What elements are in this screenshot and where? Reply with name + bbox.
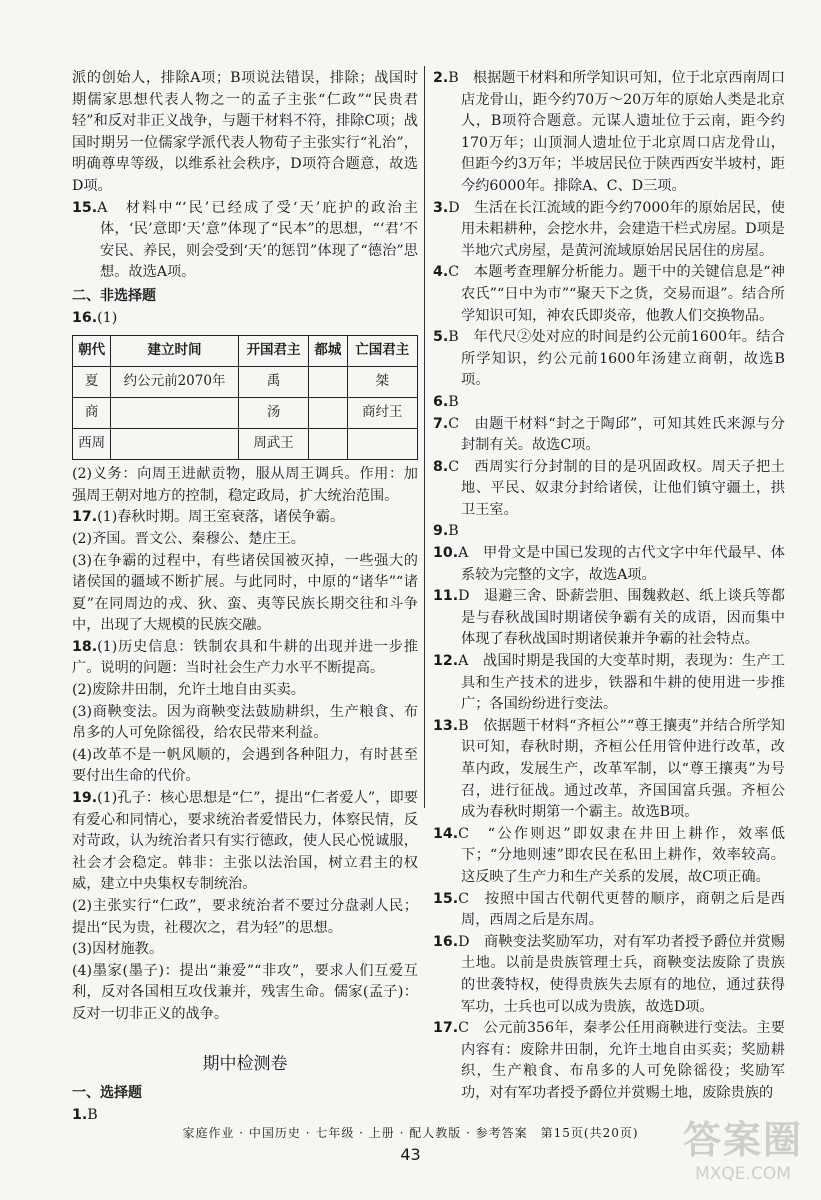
answer-19-part3: (3)因材施教。 <box>72 941 164 958</box>
table-header: 建立时间 <box>111 336 239 367</box>
table-row <box>73 398 418 429</box>
midterm-answer-1: 1.B <box>72 1106 98 1123</box>
midterm-answer: 7.C 由题干材料“封之于陶邱”，可知其姓氏来源与分封制有关。故选C项。 <box>433 415 785 454</box>
dynasty-table <box>72 335 418 460</box>
column-divider <box>424 66 425 808</box>
table-cell: 夏 <box>73 367 111 398</box>
answer-17-part3: (3)在争霸的过程中，有些诸侯国被灭掉，一些强大的诸侯国的疆域不断扩展。与此同时，中原的“诸华”“诸夏”在同周边的戎、狄、蛮、夷等民族长期交往和斗争中，出现了大规模的民族交融。 <box>72 552 418 634</box>
q14-continuation: 派的创始人，排除A项；B项说法错误，排除；战国时期儒家思想代表人物之一的孟子主张“仁政”“民贵君轻”和反对非正义战争，与题干材料不符，排除C项；战国时期另一位儒家学派代表人物荀子主张实行“礼治”，明确尊卑等级，以维系社会秩序，D项符合题意，故选D项。 <box>72 70 418 194</box>
answer-18-part1: 18.(1)历史信息：铁制农具和牛耕的出现并进一步推广。说明的问题：当时社会生产力水平不断提高。 <box>72 638 418 677</box>
midterm-answer: 6.B <box>433 393 459 410</box>
answer-19-part4: (4)墨家(墨子)：提出“兼爱”“非攻”，要求人们互爱互利，反对各国相互攻伐兼并，残害生命。儒家(孟子)：反对一切非正义的战争。 <box>72 962 418 1022</box>
watermark <box>683 1109 803 1184</box>
table-header: 亡国君主 <box>347 336 417 367</box>
answer-15: 15.A 材料中“‘民’已经成了受‘天’庇护的政治主体，‘民’意即‘天’意”体现了“民本”的思想，“‘君’不安民、养民，则会受到‘天’的惩罚”体现了“德治”思想。故选A项。 <box>72 199 418 281</box>
midterm-answer: 13.B 依据题干材料“齐桓公”“尊王攘夷”并结合所学知识可知，春秋时期，齐桓公任用管仲进行改革，改革内政，发展生产，改革军制，以“尊王攘夷”为号召，进行征战。通过改革，齐国国富兵强。齐桓公成为春秋时期第一个霸主。故选B项。 <box>433 717 785 821</box>
table-cell: 商 <box>73 398 111 429</box>
table-cell: 约公元前2070年 <box>111 367 239 398</box>
right-column <box>433 68 785 1105</box>
table-cell: 西周 <box>73 429 111 460</box>
midterm-answer: 4.C 本题考查理解分析能力。题干中的关键信息是“神农氏”“日中为市”“聚天下之货，交易而退”。结合所学知识可知，神农氏即炎帝，他教人们交换物品。 <box>433 264 785 324</box>
midterm-answer: 14.C “公作则迟”即奴隶在井田上耕作，效率低下；“分地则速”即农民在私田上耕作，效率较高。这反映了生产力和生产关系的发展，故C项正确。 <box>433 825 785 885</box>
section-heading-choice: 一、选择题 <box>72 1085 142 1102</box>
table-cell: 桀 <box>347 367 417 398</box>
table-header: 都城 <box>309 336 347 367</box>
answer-18-part3: (3)商鞅变法。因为商鞅变法鼓励耕织，生产粮食、布帛多的人可免除徭役，给农民带来利益。 <box>72 703 418 742</box>
midterm-answer: 3.D 生活在长江流域的距今约7000年的原始居民，使用未耜耕种，会挖水井，会建造干栏式房屋。D项是半地穴式房屋，是黄河流域原始居民居住的房屋。 <box>433 199 785 259</box>
table-cell <box>309 429 347 460</box>
watermark-logo: 答案圈 <box>682 1118 803 1162</box>
table-cell: 周武王 <box>238 429 308 460</box>
page-footer: 家庭作业 · 中国历史 · 七年级 · 上册 · 配人教版 · 参考答案 第15页(共20页) <box>182 1126 639 1140</box>
midterm-answer: 2.B 根据题干材料和所学知识可知，位于北京西南周口店龙骨山，距今约70万～20万年的原始人类是北京人，B项符合题意。元谋人遗址位于云南，距今约170万年；山顶洞人遗址位于北京周口店龙骨山，但距今约3万年；半坡居民位于陕西西安半坡村，距今约6000年。排除A、C、D三项。 <box>433 70 786 194</box>
midterm-answer: 12.A 战国时期是我国的大变革时期，表现为：生产工具和生产技术的进步，铁器和牛耕的使用进一步推广；各国纷纷进行变法。 <box>433 653 785 713</box>
table-cell <box>309 367 347 398</box>
midterm-answer: 5.B 年代尺②处对应的时间是约公元前1600年。结合所学知识，约公元前1600年汤建立商朝，故选B项。 <box>433 329 785 389</box>
watermark-url: MXQE.COM <box>695 1164 791 1184</box>
answer-18-part2: (2)废除井田制，允许土地自由买卖。 <box>72 682 305 699</box>
table-row <box>73 429 418 460</box>
answer-17-part1: 17.(1)春秋时期。周王室衰落，诸侯争霸。 <box>72 509 345 526</box>
answer-18-part4: (4)改革不是一帆风顺的，会遇到各种阻力，有时甚至要付出生命的代价。 <box>72 746 418 785</box>
answer-19-part2: (2)主张实行“仁政”，要求统治者不要过分盘剥人民；提出“民为贵，社稷次之，君为轻”的思想。 <box>72 898 418 936</box>
table-cell: 禹 <box>238 367 308 398</box>
table-cell <box>347 429 417 460</box>
table-cell <box>309 398 347 429</box>
table-cell: 汤 <box>238 398 308 429</box>
midterm-answer: 11.D 退避三舍、卧薪尝胆、围魏救赵、纸上谈兵等都是与春秋战国时期诸侯争霸有关的成语，因而集中体现了春秋战国时期诸侯兼并争霸的社会特点。 <box>433 588 785 648</box>
midterm-answer: 17.C 公元前356年，秦孝公任用商鞅进行变法。主要内容有：废除井田制，允许土地自由买卖；奖励耕织，生产粮食、布帛多的人可免除徭役；奖励军功，对有军功者授予爵位并赏赐土地，废除贵族的 <box>433 1020 785 1101</box>
table-cell <box>111 398 239 429</box>
answer-17-part2: (2)齐国。晋文公、秦穆公、楚庄王。 <box>72 530 305 547</box>
table-row <box>73 367 418 398</box>
answer-16-label: 16.(1) <box>72 309 118 326</box>
midterm-answer: 10.A 甲骨文是中国已发现的古代文字中年代最早、体系较为完整的文字，故选A项。 <box>433 545 785 583</box>
section-heading-non-choice: 二、非选择题 <box>72 287 156 304</box>
answer-16-part2: (2)义务：向周王进献贡物，服从周王调兵。作用：加强周王朝对地方的控制，稳定政局，扩大统治范围。 <box>72 466 418 504</box>
table-header: 朝代 <box>73 336 111 367</box>
midterm-answer: 9.B <box>433 523 459 540</box>
midterm-answer: 8.C 西周实行分封制的目的是巩固政权。周天子把土地、平民、奴隶分封给诸侯，让他们镇守疆土，拱卫王室。 <box>433 458 785 518</box>
midterm-title: 期中检测卷 <box>202 1053 288 1074</box>
answer-19-part1: 19.(1)孔子：核心思想是“仁”，提出“仁者爱人”，即要有爱心和同情心，要求统治者爱惜民力，体察民情，反对苛政，认为统治者只有实行德政，使人民心悦诚服，社会才会稳定。韩非：主张以法治国，树立君主的权威，建立中央集权专制统治。 <box>72 790 418 893</box>
table-cell <box>111 429 239 460</box>
midterm-answer: 16.D 商鞅变法奖励军功，对有军功者授予爵位并赏赐土地。以前是贵族管理士兵，商鞅变法废除了贵族的世袭特权，使得贵族失去原有的地位，通过获得军功，士兵也可以成为贵族，故选D项。 <box>433 933 785 1015</box>
table-cell: 商纣王 <box>347 398 417 429</box>
midterm-answer: 15.C 按照中国古代朝代更替的顺序，商朝之后是西周，西周之后是东周。 <box>433 890 785 929</box>
left-column <box>72 68 418 1126</box>
page-number: 43 <box>400 1145 421 1164</box>
table-header: 开国君主 <box>238 336 308 367</box>
